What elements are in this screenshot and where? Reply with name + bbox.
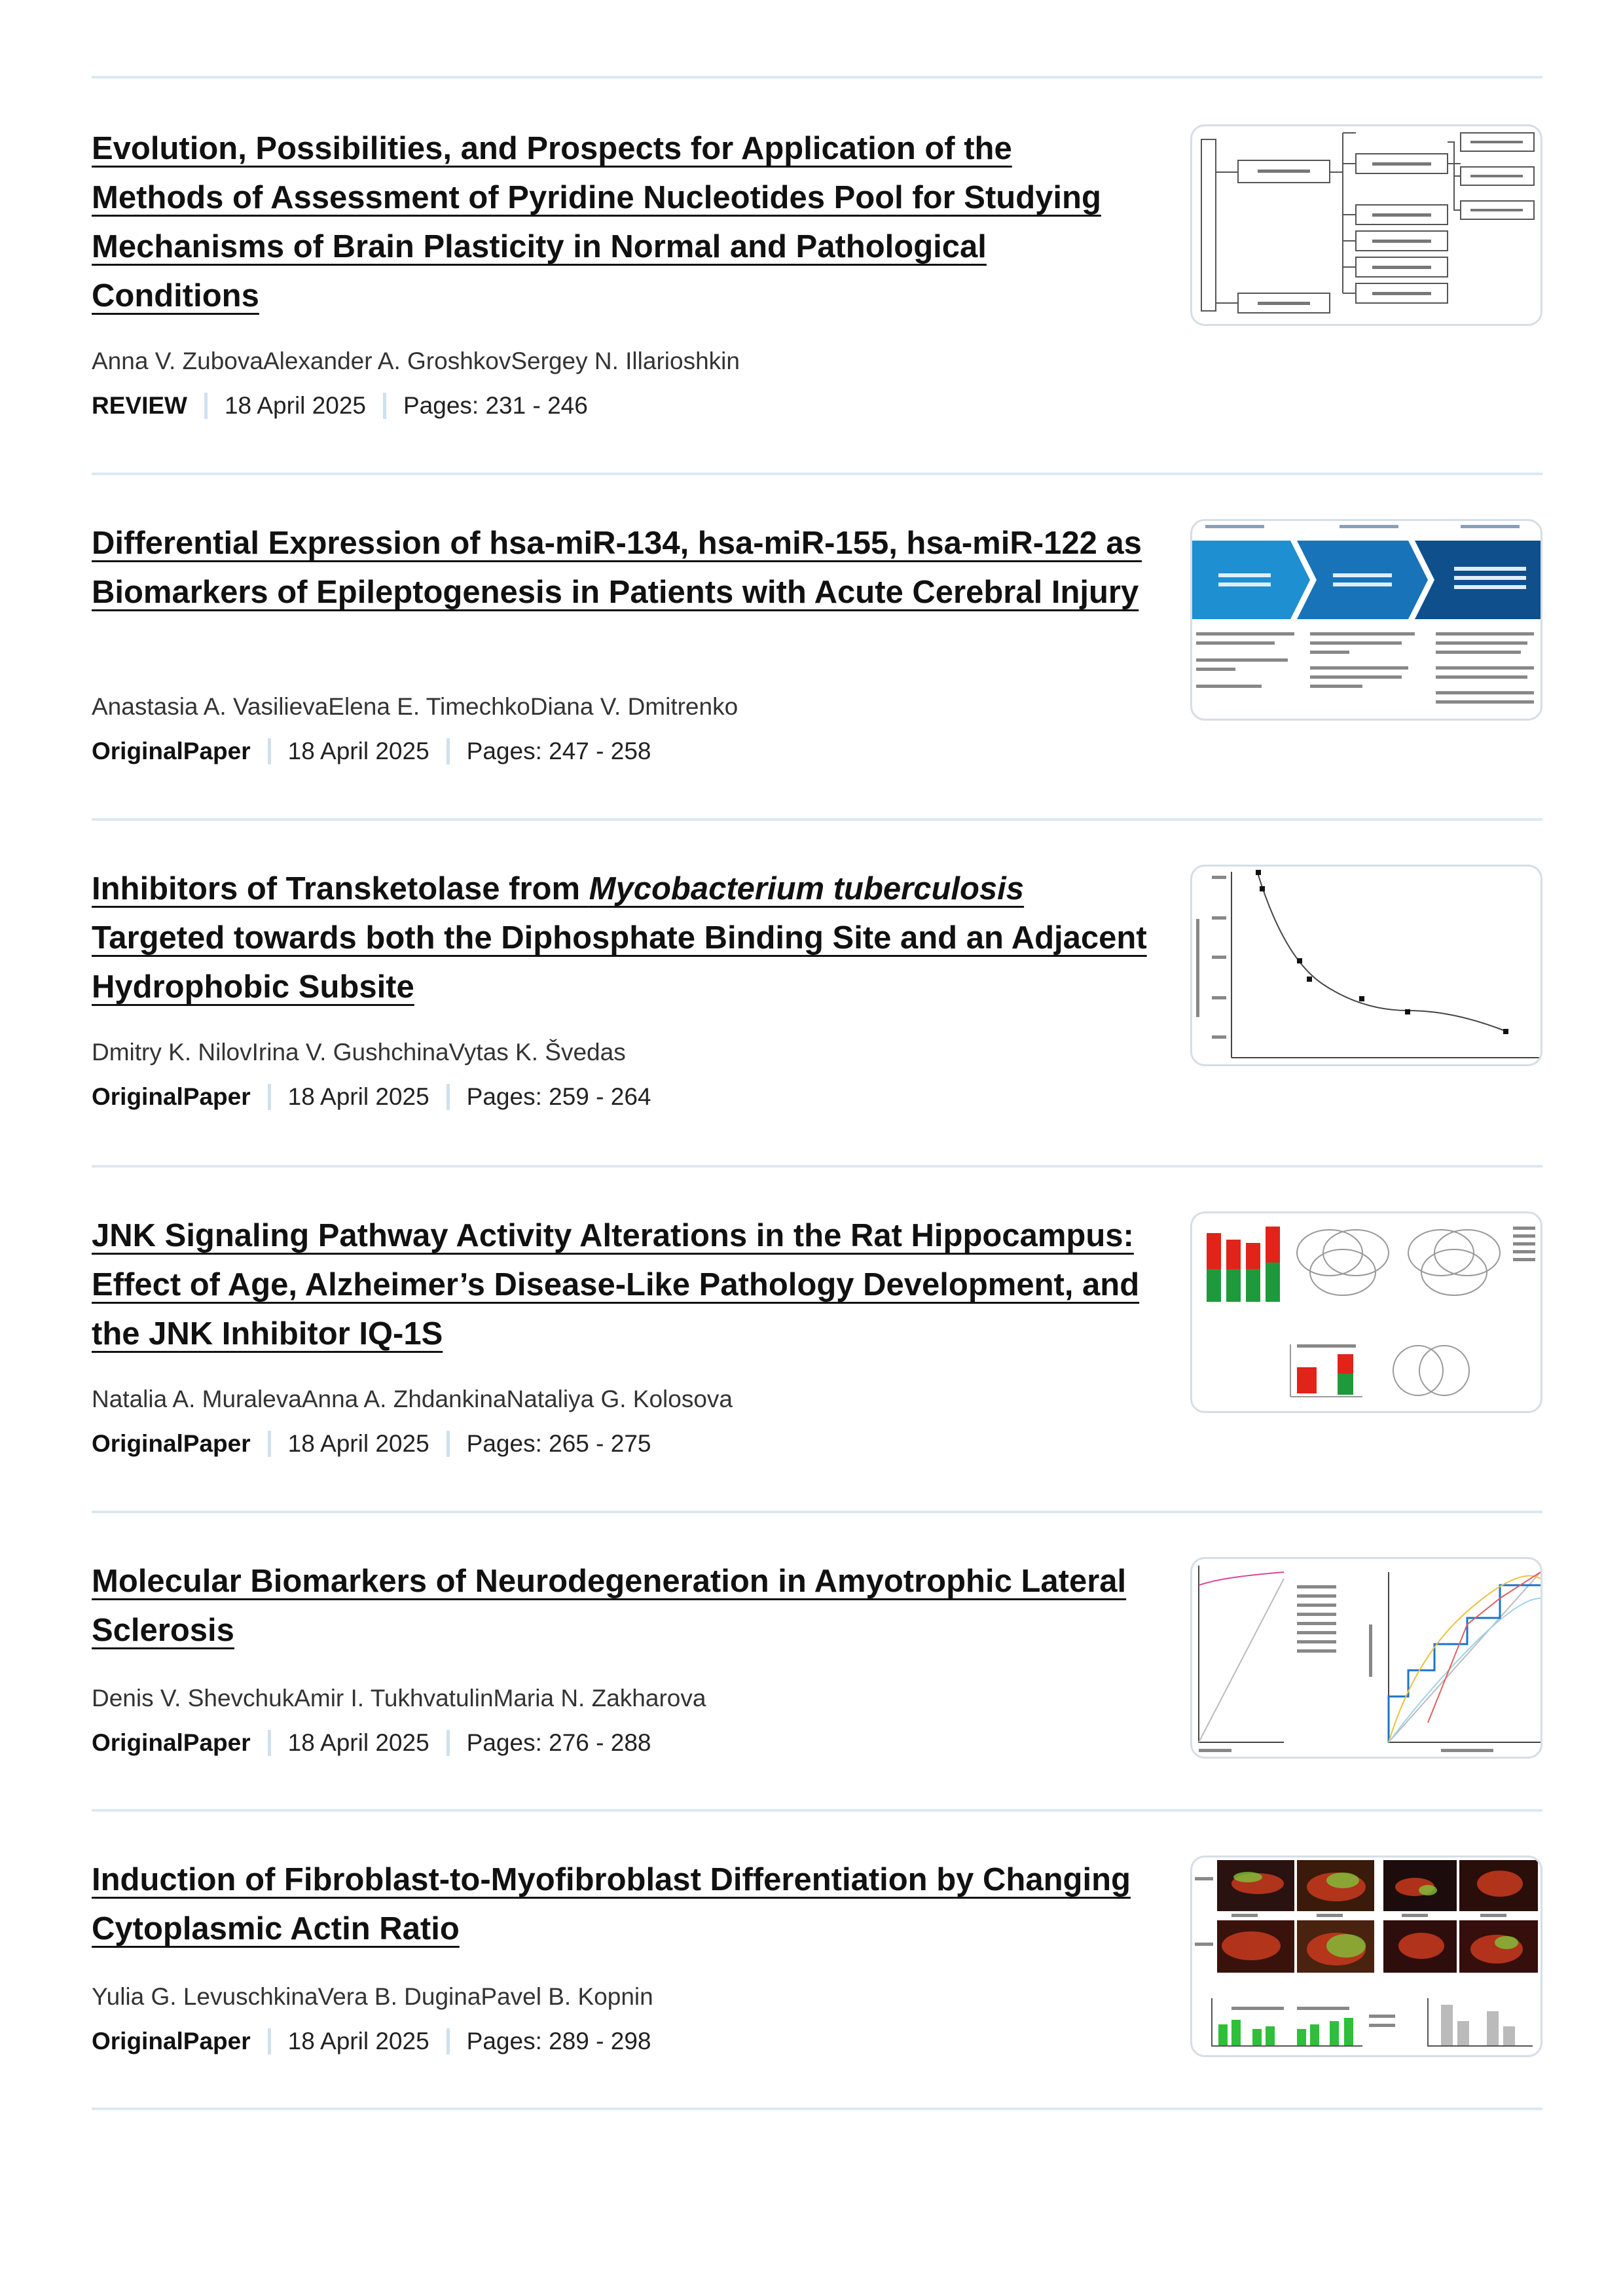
meta-separator bbox=[268, 1084, 271, 1110]
article-thumbnail[interactable] bbox=[1190, 865, 1542, 1066]
divider bbox=[92, 1511, 1542, 1513]
article-meta bbox=[92, 2027, 651, 2056]
flowchart-diagram-image bbox=[1192, 126, 1541, 324]
article-meta bbox=[92, 1729, 651, 1757]
meta-separator bbox=[204, 393, 208, 419]
article-title-link[interactable]: Molecular Biomarkers of Neurodegeneration in Amyotrophic Lateral Sclerosis bbox=[92, 1564, 1127, 1648]
article-card bbox=[92, 865, 1542, 1126]
meta-separator bbox=[383, 393, 386, 419]
article-type: OriginalPaper bbox=[92, 1083, 251, 1110]
article-thumbnail[interactable] bbox=[1190, 1211, 1542, 1413]
title-text: Targeted towards both the Diphosphate Binding Site and an Adjacent Hydrophobic Subsite bbox=[92, 920, 1147, 1005]
article-authors: Anna V. ZubovaAlexander A. GroshkovSergey N. Illarioshkin bbox=[92, 348, 740, 374]
meta-separator bbox=[447, 2028, 450, 2054]
divider bbox=[92, 76, 1542, 79]
meta-separator bbox=[447, 1730, 450, 1756]
meta-separator bbox=[268, 1730, 271, 1756]
article-thumbnail[interactable] bbox=[1190, 1856, 1542, 2057]
meta-separator bbox=[268, 1431, 271, 1457]
article-date: 18 April 2025 bbox=[287, 1083, 429, 1110]
article-pages: Pages: 289 - 298 bbox=[466, 2028, 651, 2054]
article-card bbox=[92, 1211, 1542, 1473]
microscopy-panels-image bbox=[1192, 1857, 1541, 2055]
article-title-link[interactable]: Differential Expression of hsa-miR-134, hsa-miR-155, hsa-miR-122 as Biomarkers of Epileptogenesis in Patients with Acute Cerebral Injury bbox=[92, 526, 1142, 610]
article-card bbox=[92, 1856, 1542, 2078]
bar-and-venn-figure-image bbox=[1192, 1213, 1541, 1411]
article-type: OriginalPaper bbox=[92, 1729, 251, 1756]
article-type: REVIEW bbox=[92, 392, 187, 419]
article-card bbox=[92, 1557, 1542, 1780]
article-meta bbox=[92, 391, 588, 420]
article-pages: Pages: 265 - 275 bbox=[466, 1430, 651, 1457]
article-date: 18 April 2025 bbox=[287, 738, 429, 764]
article-authors: Yulia G. LevuschkinaVera B. DuginaPavel B. Kopnin bbox=[92, 1983, 653, 2010]
workflow-stages-image bbox=[1192, 521, 1541, 719]
article-pages: Pages: 276 - 288 bbox=[466, 1729, 651, 1756]
title-text: Inhibitors of Transketolase from bbox=[92, 871, 589, 906]
article-title bbox=[92, 519, 1152, 617]
article-pages: Pages: 247 - 258 bbox=[466, 738, 651, 764]
article-card bbox=[92, 519, 1542, 781]
article-authors: Natalia A. MuralevaAnna A. ZhdankinaNataliya G. Kolosova bbox=[92, 1386, 733, 1412]
article-thumbnail[interactable] bbox=[1190, 124, 1542, 326]
article-pages: Pages: 259 - 264 bbox=[466, 1083, 651, 1110]
divider bbox=[92, 473, 1542, 475]
meta-separator bbox=[447, 738, 450, 764]
divider bbox=[92, 2108, 1542, 2110]
article-date: 18 April 2025 bbox=[287, 1729, 429, 1756]
article-thumbnail[interactable] bbox=[1190, 519, 1542, 721]
article-title bbox=[92, 1211, 1152, 1359]
roc-curves-image bbox=[1192, 1559, 1541, 1757]
divider bbox=[92, 818, 1542, 821]
article-date: 18 April 2025 bbox=[224, 392, 366, 419]
article-meta bbox=[92, 1083, 651, 1111]
meta-separator bbox=[268, 2028, 271, 2054]
article-date: 18 April 2025 bbox=[287, 2028, 429, 2054]
article-title-link[interactable]: Evolution, Possibilities, and Prospects for Application of the Methods of Assessment of Pyridine Nucleotides Pool for Studying Mechanisms of Brain Plasticity in Normal and Pathological Conditions bbox=[92, 131, 1101, 314]
decay-curve-plot-image bbox=[1192, 867, 1541, 1064]
article-title-link[interactable]: Induction of Fibroblast-to-Myofibroblast Differentiation by Changing Cytoplasmic Actin Ratio bbox=[92, 1862, 1131, 1946]
article-title bbox=[92, 1557, 1165, 1655]
meta-separator bbox=[447, 1084, 450, 1110]
meta-separator bbox=[268, 738, 271, 764]
article-title-link[interactable] bbox=[92, 871, 1147, 1005]
article-title-link[interactable]: JNK Signaling Pathway Activity Alterations in the Rat Hippocampus: Effect of Age, Alzheimer’s Disease-Like Pathology Development, and the JNK Inhibitor IQ-1S bbox=[92, 1218, 1140, 1352]
article-title bbox=[92, 865, 1152, 1012]
article-meta bbox=[92, 737, 651, 766]
article-authors: Dmitry K. NilovIrina V. GushchinaVytas K. Švedas bbox=[92, 1039, 626, 1066]
article-card bbox=[92, 124, 1542, 439]
article-pages: Pages: 231 - 246 bbox=[403, 392, 588, 419]
meta-separator bbox=[447, 1431, 450, 1457]
article-date: 18 April 2025 bbox=[287, 1430, 429, 1457]
title-species: Mycobacterium tuberculosis bbox=[589, 871, 1025, 906]
article-type: OriginalPaper bbox=[92, 738, 251, 764]
article-title bbox=[92, 124, 1152, 321]
article-title bbox=[92, 1856, 1152, 1954]
divider bbox=[92, 1165, 1542, 1168]
article-thumbnail[interactable] bbox=[1190, 1557, 1542, 1759]
article-authors: Denis V. ShevchukAmir I. TukhvatulinMaria N. Zakharova bbox=[92, 1685, 706, 1712]
divider bbox=[92, 1809, 1542, 1812]
article-type: OriginalPaper bbox=[92, 1430, 251, 1457]
article-authors: Anastasia A. VasilievaElena E. TimechkoDiana V. Dmitrenko bbox=[92, 693, 739, 720]
article-type: OriginalPaper bbox=[92, 2028, 251, 2054]
article-meta bbox=[92, 1429, 651, 1458]
